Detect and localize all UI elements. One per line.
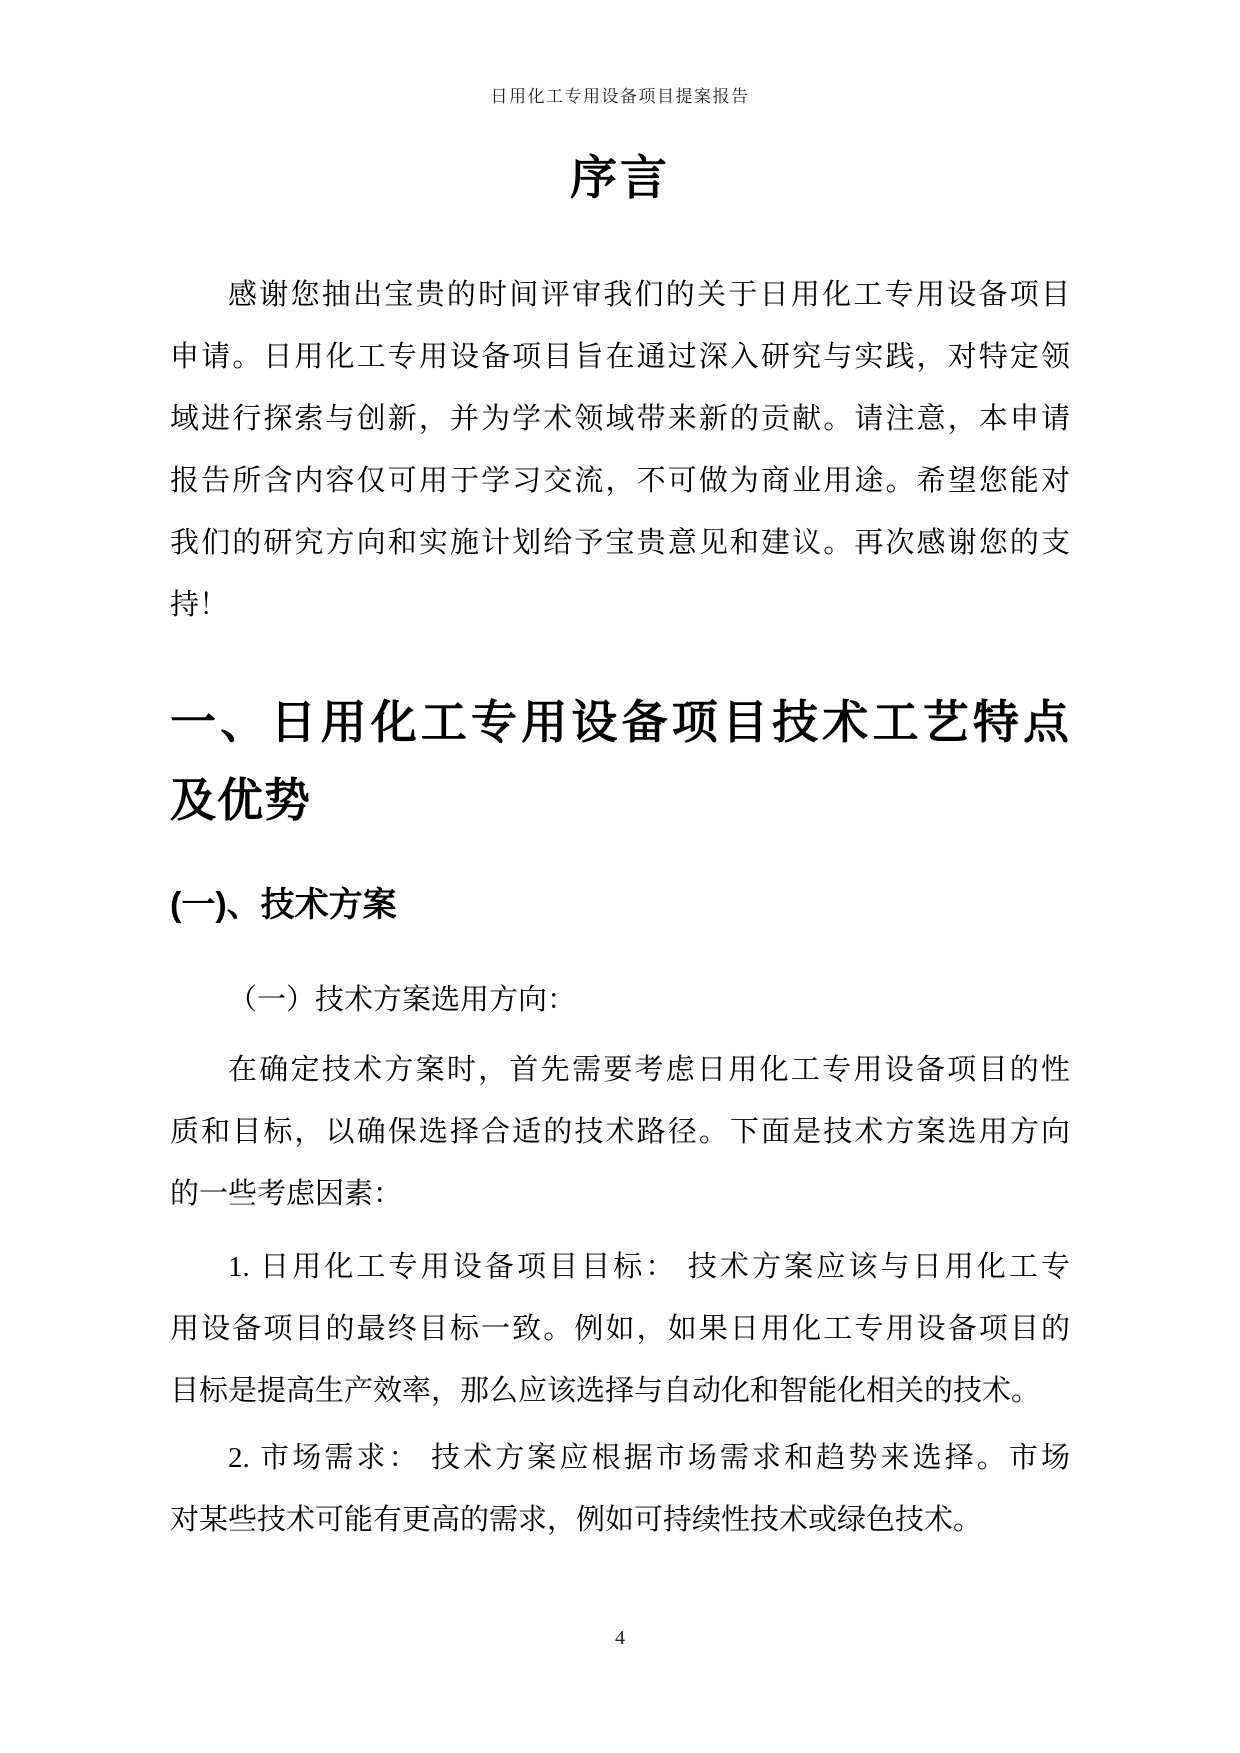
doc-title: 序言 bbox=[570, 151, 670, 204]
paragraph-line: 申请。日用化工专用设备项目旨在通过深入研究与实践，对特定领 bbox=[170, 341, 1070, 373]
plan-paragraph bbox=[170, 1039, 1070, 1225]
page-number: 4 bbox=[615, 1627, 625, 1649]
page-header-text: 日用化工专用设备项目提案报告 bbox=[490, 87, 750, 106]
paragraph-line: （一）技术方案选用方向： bbox=[228, 984, 577, 1016]
numbered-item-2 bbox=[170, 1427, 1070, 1551]
paragraph-line: 在确定技术方案时，首先需要考虑日用化工专用设备项目的性 bbox=[228, 1054, 1070, 1086]
paragraph-line: 持！ bbox=[170, 589, 229, 621]
paragraph-line: 感谢您抽出宝贵的时间评审我们的关于日用化工专用设备项目 bbox=[228, 279, 1070, 311]
paragraph-line: 域进行探索与创新，并为学术领域带来新的贡献。请注意，本申请 bbox=[170, 403, 1070, 435]
paragraph-line: 我们的研究方向和实施计划给予宝贵意见和建议。再次感谢您的支 bbox=[170, 527, 1070, 559]
paragraph-line: 质和目标，以确保选择合适的技术路径。下面是技术方案选用方向 bbox=[170, 1116, 1070, 1148]
paragraph-line: 目标是提高生产效率，那么应该选择与自动化和智能化相关的技术。 bbox=[170, 1375, 1041, 1407]
paragraph-line: 用设备项目的最终目标一致。例如，如果日用化工专用设备项目的 bbox=[170, 1313, 1070, 1345]
subsection-heading: (一)、技术方案 bbox=[170, 886, 397, 924]
paragraph-line: 的一些考虑因素： bbox=[170, 1178, 403, 1210]
paragraph-line: 1. 日用化工专用设备项目目标： 技术方案应该与日用化工专 bbox=[228, 1251, 1070, 1283]
intro-paragraph bbox=[170, 264, 1070, 636]
paragraph-line: 对某些技术可能有更高的需求，例如可持续性技术或绿色技术。 bbox=[170, 1504, 983, 1536]
section-heading-line: 一、日用化工专用设备项目技术工艺特点 bbox=[170, 696, 1070, 748]
sub-label-paragraph bbox=[170, 969, 1070, 1031]
section-heading-line: 及优势 bbox=[170, 774, 311, 826]
paragraph-line: 2. 市场需求： 技术方案应根据市场需求和趋势来选择。市场 bbox=[228, 1442, 1070, 1474]
numbered-item-1 bbox=[170, 1236, 1070, 1422]
section-heading bbox=[170, 683, 1070, 839]
paragraph-line: 报告所含内容仅可用于学习交流，不可做为商业用途。希望您能对 bbox=[170, 465, 1070, 497]
